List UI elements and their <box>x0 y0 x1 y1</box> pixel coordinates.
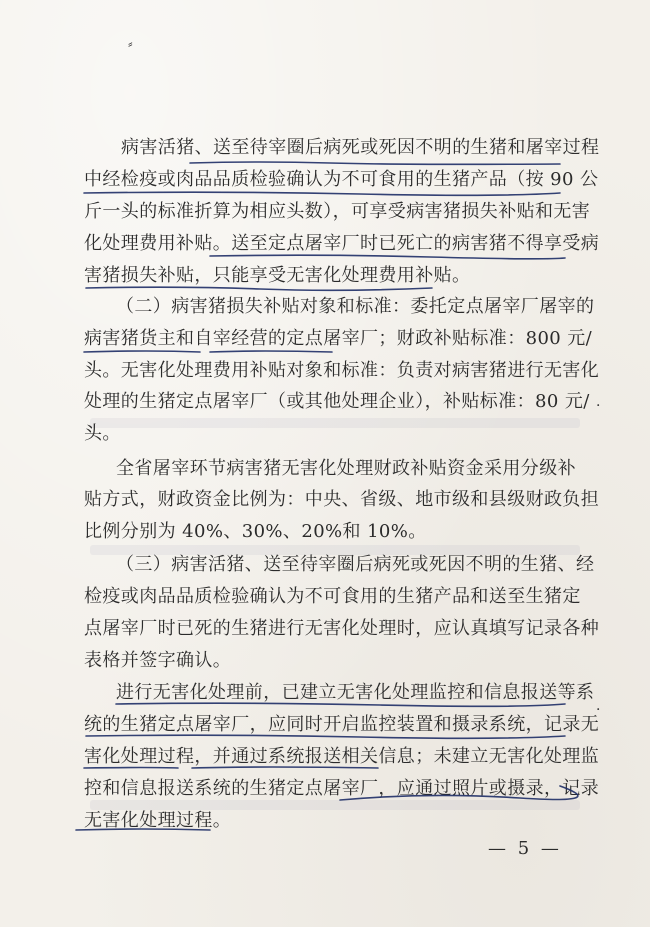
text-line-content: 表格并签字确认。 <box>84 650 232 671</box>
text-line-content: 害化处理过程，并通过系统报送相关信息；未建立无害化处理监 <box>84 746 600 767</box>
underline-stroke <box>210 351 332 352</box>
text-line-content: 病害猪货主和自宰经营的定点屠宰厂；财政补贴标准：800 元/ <box>84 328 593 349</box>
text-line-content: 点屠宰厂时已死的生猪进行无害化处理时，应认真填写记录各种 <box>84 618 600 639</box>
underline-stroke <box>190 162 560 164</box>
text-line-content: 无害化处理过程。 <box>84 810 232 831</box>
underline-stroke <box>84 192 560 195</box>
bleed-through <box>90 418 580 428</box>
text-line-content: 统的生猪定点屠宰厂，应同时开启监控装置和摄录系统，记录无 <box>84 714 600 735</box>
text-line-content: （二）病害猪损失补贴对象和标准：委托定点屠宰厂屠宰的 <box>116 296 595 317</box>
underline-stroke <box>84 351 200 352</box>
text-line-content: 贴方式，财政资金比例为：中央、省级、地市级和县级财政负担 <box>84 489 600 510</box>
text-line-content: 比例分别为 40%、30%、20%和 10%。 <box>84 521 427 542</box>
text-line-content: 中经检疫或肉品品质检验确认为不可食用的生猪产品（按 90 公 <box>84 169 599 190</box>
ink-speck: · <box>596 398 601 414</box>
ink-speck: · <box>596 702 601 718</box>
text-line-content: 斤一头的标准折算为相应头数），可享受病害猪损失补贴和无害 <box>84 201 591 222</box>
text-line-content: 进行无害化处理前，已建立无害化处理监控和信息报送等系 <box>116 682 595 703</box>
text-line-content: （三）病害活猪、送至待宰圈后病死或死因不明的生猪、经 <box>116 554 595 575</box>
text-line-content: 检疫或肉品品质检验确认为不可食用的生猪产品和送至生猪定 <box>84 586 581 607</box>
text-line-content: 头。 <box>84 423 121 444</box>
text-line-content: 害猪损失补贴，只能享受无害化处理费用补贴。 <box>84 265 471 286</box>
text-line-content: 全省屠宰环节病害猪无害化处理财政补贴资金采用分级补 <box>116 458 576 479</box>
text-line-content: 病害活猪、送至待宰圈后病死或死因不明的生猪和屠宰过程 <box>121 137 600 158</box>
text-line-content: 处理的生猪定点屠宰厂（或其他处理企业），补贴标准：80 元/ <box>84 391 590 412</box>
text-line-content: 化处理费用补贴。送至定点屠宰厂时已死亡的病害猪不得享受病 <box>84 233 600 254</box>
text-line-content: 头。无害化处理费用补贴对象和标准：负责对病害猪进行无害化 <box>84 360 600 381</box>
ink-speck: ⸗ <box>128 36 133 52</box>
text-line-content: 控和信息报送系统的生猪定点屠宰厂，应通过照片或摄录，记录 <box>84 778 600 799</box>
page-number: — 5 — <box>488 838 562 859</box>
